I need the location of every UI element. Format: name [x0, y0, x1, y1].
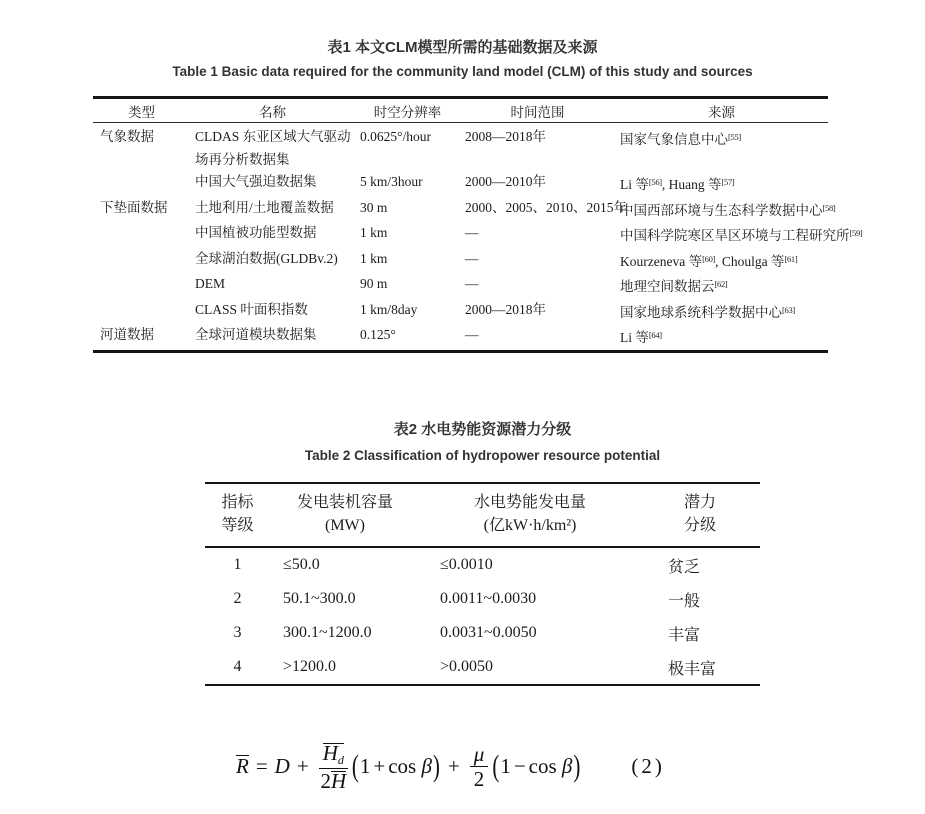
table2-cell-capacity: ≤50.0	[283, 556, 320, 573]
equals-sign: =	[255, 754, 268, 779]
table1-cell-name: 土地利用/土地覆盖数据	[195, 199, 334, 215]
table1-row	[93, 248, 828, 274]
table1-cell-type: 气象数据	[100, 129, 154, 144]
table1-cell-source	[615, 222, 863, 248]
table2-header-generation	[420, 483, 640, 547]
table2-cell-generation: >0.0050	[440, 658, 494, 675]
table1-cell-type: 河道数据	[100, 327, 154, 342]
table1-cell-period: —	[465, 225, 479, 240]
equation-2	[236, 742, 665, 792]
table1-cell-period: 2000、2005、2010、2015年	[465, 199, 627, 215]
table1-cell-name: 中国植被功能型数据	[195, 225, 317, 240]
plus-sign: +	[447, 754, 460, 779]
table1-title-zh: 表1 本文CLM模型所需的基础数据及来源	[327, 39, 598, 56]
source-text: 中国科学院寒区旱区环境与工程研究所	[620, 228, 850, 243]
table1-cell-period: —	[465, 250, 479, 266]
table2-row	[205, 616, 760, 650]
table2-cell-capacity: 300.1~1200.0	[283, 624, 372, 641]
table1-cell-name: CLDAS 东亚区域大气驱动场再分析数据集	[195, 129, 351, 167]
open-paren: (	[492, 748, 500, 784]
hd-bar	[323, 742, 344, 767]
source-ref: [64]	[648, 330, 662, 340]
table2-cell-grade: 4	[233, 658, 242, 675]
table1-cell-source	[615, 171, 828, 197]
table1-cell-name: 全球河道模块数据集	[195, 327, 317, 342]
table1-cell-resolution: 30 m	[360, 199, 388, 215]
source-ref: [61]	[784, 253, 798, 264]
table1-cell-source	[615, 299, 828, 325]
table1-row	[93, 171, 828, 197]
header-line: 水电势能发电量	[473, 494, 586, 511]
table1-header-row	[93, 98, 828, 123]
source-ref: [60]	[702, 253, 716, 264]
table1-cell-resolution: 90 m	[360, 276, 388, 291]
header-line: 指标	[221, 494, 254, 511]
table1-title-en: Table 1 Basic data required for the community land model (CLM) of this study and sources	[172, 64, 753, 79]
table1-cell-source	[615, 197, 836, 223]
table2-cell-potential: 丰富	[668, 626, 701, 644]
table2-cell-grade: 2	[233, 590, 242, 607]
table1-cell-resolution: 1 km	[360, 250, 388, 266]
table2-cell-capacity: >1200.0	[283, 658, 337, 675]
table1-cell-source	[615, 123, 828, 172]
source-text: 国家气象信息中心	[620, 132, 728, 147]
one-constant: 1	[500, 754, 511, 779]
close-paren: )	[573, 748, 581, 784]
table2-cell-potential: 贫乏	[668, 558, 701, 576]
table1-cell-period: —	[465, 327, 479, 342]
table1-cell-resolution: 1 km	[360, 225, 388, 240]
fraction-denominator: 2	[473, 767, 485, 792]
table1-cell-type: 下垫面数据	[100, 199, 168, 215]
table1-cell-type	[93, 248, 190, 274]
close-paren: )	[432, 748, 440, 784]
header-line: (MW)	[325, 517, 365, 534]
table1-cell-type	[93, 299, 190, 325]
table2-title-zh: 表2 水电势能资源潜力分级	[393, 421, 572, 438]
table2-row	[205, 582, 760, 616]
source-ref: [63]	[782, 304, 795, 315]
plus-sign: +	[296, 754, 309, 779]
source-text: , Huang 等	[661, 177, 722, 192]
source-text: 地理空间数据云	[620, 279, 715, 294]
table2-header-grade	[205, 483, 270, 547]
header-line: 分级	[683, 517, 716, 534]
table1-cell-name: 全球湖泊数据(GLDBv.2)	[195, 250, 338, 266]
table2-cell-grade: 3	[233, 624, 242, 641]
source-ref: [56]	[648, 177, 662, 187]
table1-cell-name: 中国大气强迫数据集	[195, 174, 317, 189]
table2	[205, 482, 760, 686]
table1-header-resolution: 时空分辨率	[355, 98, 460, 123]
table1-cell-period: —	[465, 276, 479, 291]
table2-cell-potential: 一般	[668, 592, 701, 610]
source-text: 中国西部环境与生态科学数据中心	[620, 202, 823, 218]
source-ref: [57]	[721, 177, 735, 187]
table1-row	[93, 123, 828, 172]
source-ref: [62]	[714, 279, 728, 289]
table1-header-period: 时间范围	[460, 98, 615, 123]
table1-cell-type	[93, 273, 190, 299]
table1	[93, 96, 863, 353]
header-line: 潜力	[683, 494, 716, 511]
table1-row	[93, 222, 828, 248]
h-bar-variable: H	[330, 768, 347, 793]
table2-row	[205, 547, 760, 582]
beta-variable: β	[421, 754, 432, 779]
source-ref: [58]	[822, 202, 836, 213]
table2-title-en: Table 2 Classification of hydropower resource potential	[304, 448, 661, 463]
source-text: Li 等	[620, 330, 649, 345]
table2-cell-generation: 0.0031~0.0050	[440, 624, 537, 641]
cos-function: cos	[388, 754, 417, 779]
table2-cell-potential: 极丰富	[668, 660, 717, 678]
table1-header-type: 类型	[93, 98, 190, 123]
table1-cell-resolution: 1 km/8day	[360, 301, 418, 317]
header-line: (亿kW·h/km²)	[483, 517, 577, 534]
equation-number: (2)	[631, 754, 665, 779]
fraction-numerator	[319, 742, 348, 769]
source-text: Kourzeneva 等	[620, 253, 703, 269]
beta-variable: β	[561, 754, 573, 779]
table1-cell-period: 2000—2010年	[465, 174, 546, 189]
table1-header-name: 名称	[190, 98, 355, 123]
table2-cell-capacity: 50.1~300.0	[283, 590, 356, 607]
table2-cell-grade: 1	[233, 556, 242, 573]
table1-cell-name: CLASS 叶面积指数	[195, 301, 308, 317]
table1-row	[93, 273, 828, 299]
source-text: 国家地球系统科学数据中心	[620, 304, 782, 320]
table1-cell-period: 2008—2018年	[465, 129, 546, 144]
table1-cell-resolution: 5 km/3hour	[360, 174, 423, 189]
table1-cell-resolution: 0.125°	[360, 327, 396, 342]
fraction-hd-over-2h	[319, 742, 348, 792]
one-constant: 1	[359, 754, 371, 779]
header-line: 等级	[221, 517, 254, 534]
table2-cell-generation: ≤0.0010	[440, 556, 493, 573]
table2-row	[205, 650, 760, 685]
r-bar-variable: R	[236, 754, 249, 779]
coefficient-2: 2	[320, 768, 331, 793]
table1-cell-type	[93, 222, 190, 248]
source-text: , Choulga 等	[715, 253, 785, 269]
table1-cell-source	[615, 273, 828, 299]
fraction-mu-over-2	[470, 743, 489, 790]
source-ref: [59]	[849, 228, 863, 238]
d-subscript: d	[337, 753, 344, 767]
table1-cell-source	[615, 248, 828, 274]
d-variable: D	[274, 754, 290, 779]
source-text: Li 等	[620, 177, 649, 192]
table1-cell-resolution: 0.0625°/hour	[360, 129, 432, 144]
fraction-denominator	[320, 769, 346, 792]
table1-cell-type	[93, 171, 190, 197]
table1-row	[93, 299, 828, 325]
table1-row	[93, 324, 828, 351]
table2-header-potential	[640, 483, 760, 547]
table2-header-capacity	[270, 483, 420, 547]
table2-header-row	[205, 483, 760, 547]
table1-header-source: 来源	[615, 98, 828, 123]
open-paren: (	[351, 748, 359, 784]
minus-sign: −	[513, 754, 526, 779]
table1-cell-period: 2000—2018年	[465, 301, 546, 317]
fraction-numerator: μ	[470, 743, 489, 767]
h-variable: H	[322, 741, 338, 765]
table1-cell-name: DEM	[195, 276, 225, 291]
cos-function: cos	[528, 754, 557, 779]
table1-row	[93, 197, 828, 223]
table1-cell-source	[615, 324, 828, 351]
source-ref: [55]	[728, 132, 741, 142]
table2-cell-generation: 0.0011~0.0030	[440, 590, 537, 607]
plus-sign: +	[373, 754, 386, 779]
header-line: 发电装机容量	[296, 494, 393, 511]
